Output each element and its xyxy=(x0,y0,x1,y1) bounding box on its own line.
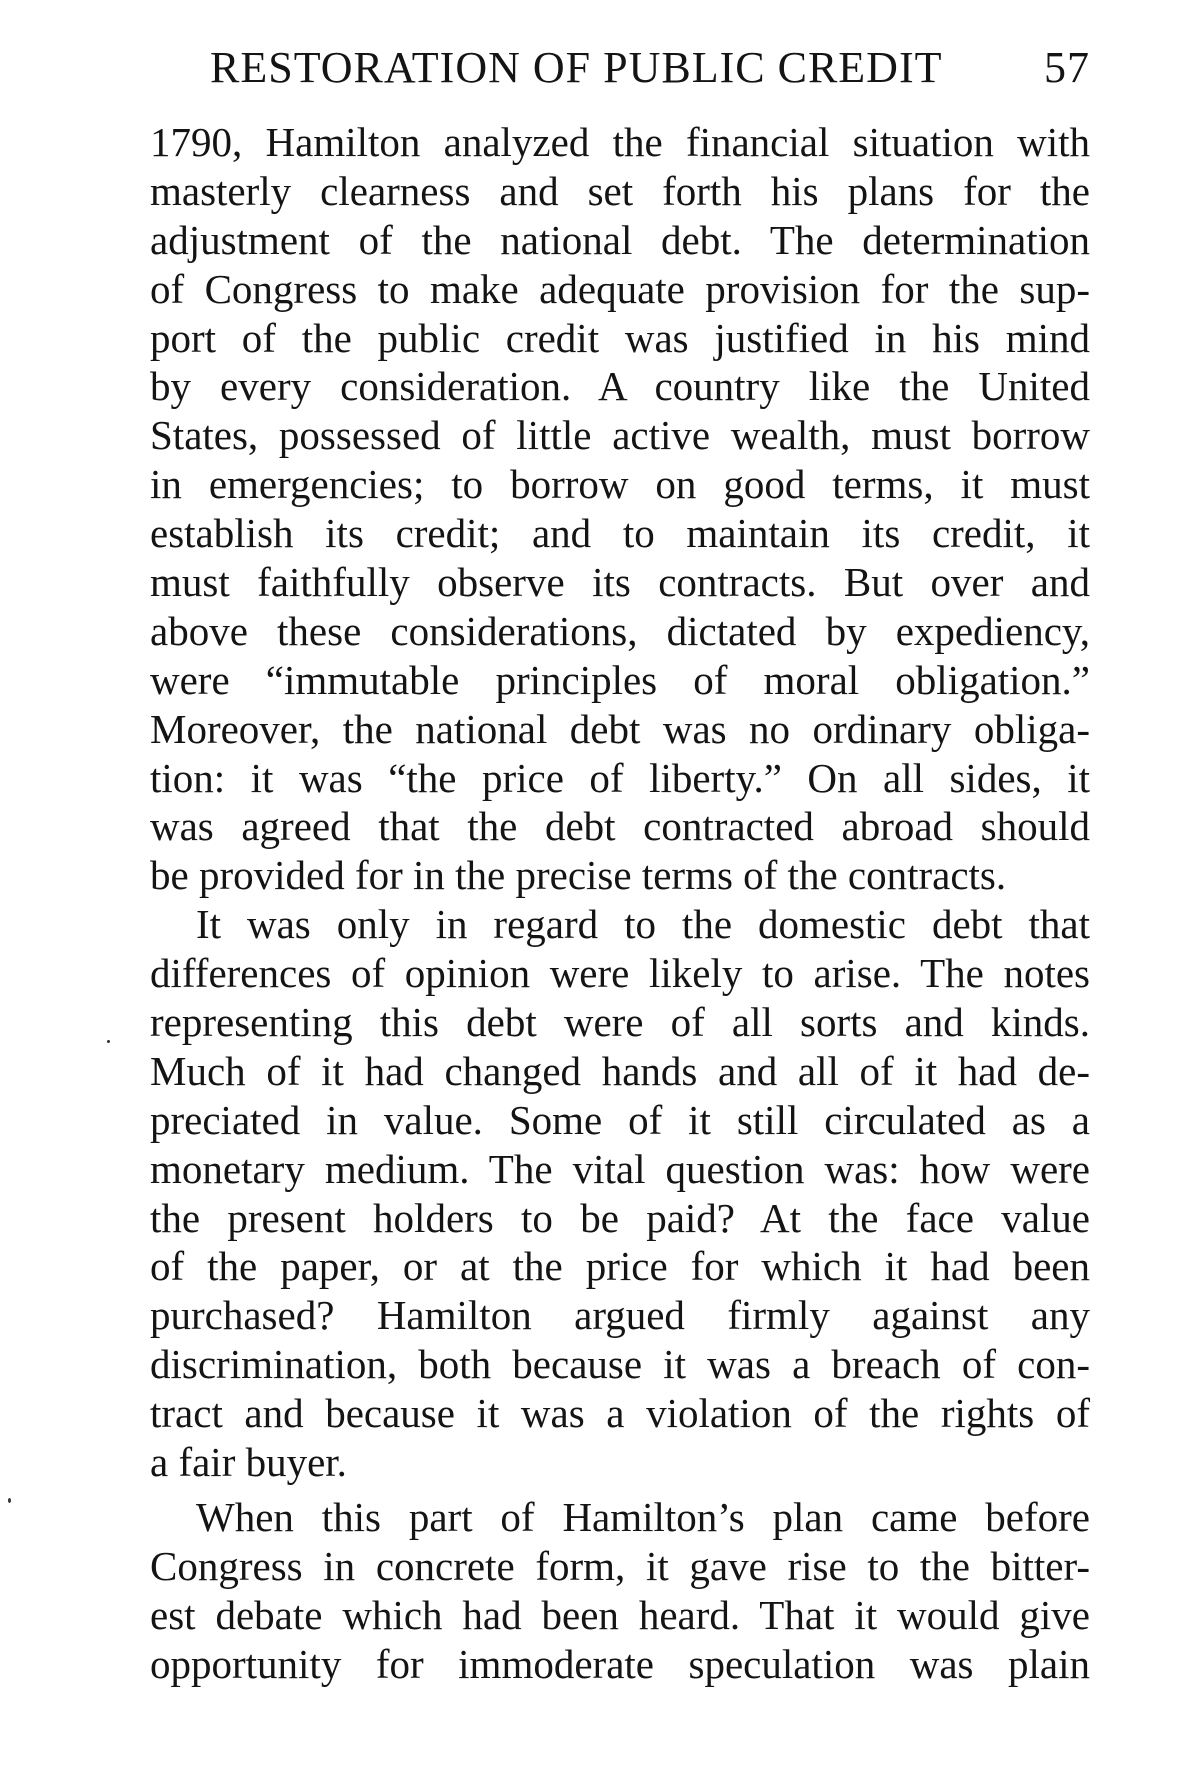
text-line: differences of opinion were likely to arise. The notes xyxy=(150,950,1090,997)
text-line: est debate which had been heard. That it would give xyxy=(150,1591,1090,1638)
text-line: a fair buyer. xyxy=(150,1439,347,1486)
scan-speck xyxy=(107,1040,110,1043)
text-line: opportunity for immoderate speculation was plain xyxy=(150,1640,1090,1687)
paragraph-1 xyxy=(150,118,1090,900)
text-line: Congress in concrete form, it gave rise to the bitter- xyxy=(150,1542,1090,1589)
text-line: When this part of Hamilton’s plan came before xyxy=(196,1493,1090,1540)
text-line: Much of it had changed hands and all of it had de- xyxy=(150,1047,1090,1094)
text-line: tract and because it was a violation of the rights of xyxy=(150,1390,1090,1437)
text-line: monetary medium. The vital question was: how were xyxy=(150,1145,1090,1192)
text-line: by every consideration. A country like the United xyxy=(150,363,1090,410)
text-line: discrimination, both because it was a breach of con- xyxy=(150,1341,1090,1388)
text-line: the present holders to be paid? At the face value xyxy=(150,1194,1090,1241)
text-line: States, possessed of little active wealth, must borrow xyxy=(150,412,1090,459)
text-line: in emergencies; to borrow on good terms, it must xyxy=(150,461,1090,508)
text-line: Moreover, the national debt was no ordinary obliga- xyxy=(150,705,1090,752)
text-line: representing this debt were of all sorts and kinds. xyxy=(150,999,1090,1046)
text-line: 1790, Hamilton analyzed the financial situation with xyxy=(150,119,1090,165)
body-text xyxy=(150,118,1090,1689)
text-line: be provided for in the precise terms of the contracts. xyxy=(150,852,1007,899)
text-line: were “immutable principles of moral obligation.” xyxy=(150,656,1090,703)
text-line: establish its credit; and to maintain its credit, it xyxy=(150,510,1090,557)
text-line: was agreed that the debt contracted abroad should xyxy=(150,803,1090,850)
paragraph-3 xyxy=(150,1493,1090,1689)
running-head xyxy=(150,38,1090,98)
scan-speck xyxy=(8,1498,11,1503)
text-line: must faithfully observe its contracts. But over and xyxy=(150,559,1090,606)
text-line: tion: it was “the price of liberty.” On all sides, it xyxy=(150,754,1090,801)
text-line: port of the public credit was justified in his mind xyxy=(150,314,1090,361)
text-line: above these considerations, dictated by expediency, xyxy=(150,607,1090,654)
running-head-title: RESTORATION OF PUBLIC CREDIT xyxy=(210,43,943,92)
text-line: purchased? Hamilton argued firmly against any xyxy=(150,1292,1090,1339)
text-line: of the paper, or at the price for which it had been xyxy=(150,1243,1090,1290)
text-line: masterly clearness and set forth his plans for the xyxy=(150,167,1090,214)
text-line: adjustment of the national debt. The determination xyxy=(150,216,1090,263)
paragraph-2 xyxy=(150,900,1090,1487)
text-line: It was only in regard to the domestic debt that xyxy=(196,901,1090,948)
text-line: of Congress to make adequate provision for the sup- xyxy=(150,265,1090,312)
text-line: preciated in value. Some of it still circulated as a xyxy=(150,1096,1090,1143)
page-number: 57 xyxy=(1044,43,1090,92)
